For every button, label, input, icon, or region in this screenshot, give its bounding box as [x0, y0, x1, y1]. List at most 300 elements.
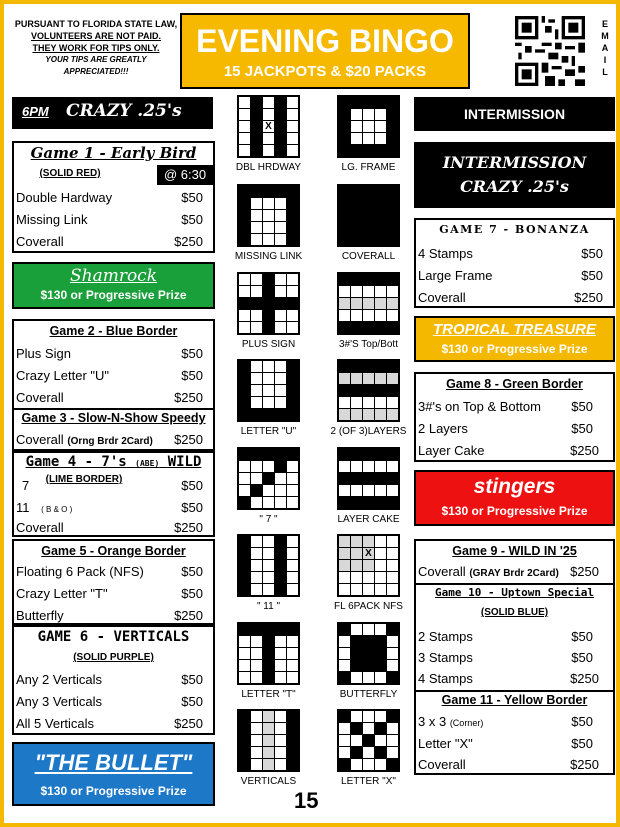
pattern-cell	[351, 624, 362, 635]
pattern-cell	[363, 759, 374, 770]
pattern-cell	[339, 648, 350, 659]
pattern-cell	[339, 121, 350, 132]
pattern-cell	[351, 548, 362, 559]
pattern-label: 2 (OF 3)LAYERS	[330, 426, 407, 437]
pattern-cell	[351, 133, 362, 144]
pattern-cell	[387, 397, 398, 408]
pattern-cell	[339, 636, 350, 647]
pattern-cell	[351, 222, 362, 233]
pattern-cell	[263, 449, 274, 460]
email-label	[598, 18, 612, 78]
pattern-cell	[363, 624, 374, 635]
pattern-cell	[375, 648, 386, 659]
pattern-cell	[339, 397, 350, 408]
pattern-label: COVERALL	[341, 251, 396, 262]
pattern-cell	[263, 210, 274, 221]
pattern-cell	[287, 648, 298, 659]
pattern-cell	[287, 322, 298, 333]
pattern-cell	[239, 145, 250, 156]
game-title: GAME 7 - BONANZA	[439, 223, 590, 236]
games-9-11-box	[414, 539, 615, 775]
email-letter: E	[601, 19, 608, 29]
bullet-banner	[12, 742, 215, 806]
game-row: 7 $50	[22, 478, 203, 493]
pattern-cell	[339, 473, 350, 484]
game-title: Game 1 - Early Bird	[30, 144, 197, 162]
pattern-cell	[263, 723, 274, 734]
game-row: Letter "X" $50	[418, 736, 593, 751]
pattern-cell	[339, 310, 350, 321]
pattern-cell	[263, 397, 274, 408]
pattern-cell	[239, 234, 250, 245]
pattern-cell	[375, 548, 386, 559]
pattern-cell	[387, 373, 398, 384]
game-row: 3#'s on Top & Bottom $50	[418, 399, 593, 414]
pattern-cell	[263, 186, 274, 197]
pattern-cell	[375, 198, 386, 209]
intermission-title: INTERMISSION	[442, 153, 587, 172]
pattern-cell	[375, 449, 386, 460]
pattern-card-letter-x	[337, 709, 400, 787]
pattern-cell	[375, 473, 386, 484]
pattern-cell	[287, 723, 298, 734]
pattern-cell	[339, 536, 350, 547]
pattern-cell	[287, 373, 298, 384]
pattern-cell	[251, 145, 262, 156]
pattern-cell	[387, 624, 398, 635]
pattern-cell	[263, 759, 274, 770]
pattern-cell	[339, 584, 350, 595]
game-row: 11 ( B & O ) $50	[16, 500, 203, 515]
pattern-cell	[339, 286, 350, 297]
pattern-cell	[275, 109, 286, 120]
game-title: Game 8 - Green Border	[446, 377, 583, 391]
game-row: 3 Stamps $50	[418, 650, 593, 665]
pattern-cell	[363, 133, 374, 144]
game-row: Crazy Letter "U" $50	[16, 368, 203, 383]
pattern-cell	[287, 572, 298, 583]
pattern-cell	[263, 322, 274, 333]
pattern-cell	[239, 572, 250, 583]
pattern-cell	[263, 584, 274, 595]
game-row: Floating 6 Pack (NFS) $50	[16, 564, 203, 579]
pattern-cell	[239, 473, 250, 484]
banner-prize: $130 or Progressive Prize	[441, 342, 588, 356]
email-letter: I	[603, 55, 607, 65]
pattern-cell	[287, 310, 298, 321]
pattern-cell	[251, 747, 262, 758]
pattern-card-lg-frame	[337, 95, 400, 173]
pattern-cell	[375, 584, 386, 595]
center-mark: X	[263, 121, 274, 132]
pattern-cell	[251, 373, 262, 384]
banner-title: stingers	[473, 475, 556, 498]
pattern-cell	[375, 210, 386, 221]
pattern-cell	[287, 485, 298, 496]
pattern-cell	[351, 145, 362, 156]
pattern-cell	[387, 97, 398, 108]
pattern-cell	[287, 473, 298, 484]
pattern-cell	[251, 735, 262, 746]
pattern-cell	[287, 274, 298, 285]
pattern-cell	[387, 121, 398, 132]
pattern-cell	[263, 274, 274, 285]
pattern-cell	[239, 298, 250, 309]
pattern-cell	[387, 660, 398, 671]
pattern-cell	[263, 735, 274, 746]
pattern-cell	[387, 274, 398, 285]
pattern-cell	[287, 121, 298, 132]
game-7-box	[414, 218, 615, 308]
pattern-cell	[275, 397, 286, 408]
intermission-subtitle: CRAZY .25's	[460, 177, 569, 196]
pattern-cell	[351, 97, 362, 108]
pattern-cell	[387, 210, 398, 221]
pattern-cell	[263, 409, 274, 420]
pattern-cell	[339, 186, 350, 197]
pattern-cell	[351, 373, 362, 384]
pattern-cell	[251, 210, 262, 221]
pattern-cell	[387, 648, 398, 659]
game-row: Coverall (Orng Brdr 2Card) $250	[16, 432, 203, 447]
pattern-cell	[351, 385, 362, 396]
pattern-cell	[351, 672, 362, 683]
pattern-cell	[287, 536, 298, 547]
pattern-cell	[287, 210, 298, 221]
pattern-cell	[263, 536, 274, 547]
pattern-cell	[239, 109, 250, 120]
pattern-cell	[251, 461, 262, 472]
pattern-cell	[375, 461, 386, 472]
pattern-cell	[287, 672, 298, 683]
pattern-cell	[339, 133, 350, 144]
game-subtitle: (LIME BORDER)	[45, 474, 123, 485]
pattern-cell	[275, 584, 286, 595]
pattern-cell	[375, 409, 386, 420]
game-row: Double Hardway $50	[16, 190, 203, 205]
crazy-title: CRAZY .25's	[66, 101, 182, 121]
banner-title: "THE BULLET"	[34, 750, 193, 775]
title-banner	[180, 13, 470, 89]
pattern-cell	[387, 461, 398, 472]
pattern-cell	[363, 536, 374, 547]
pattern-cell	[375, 711, 386, 722]
pattern-cell	[351, 711, 362, 722]
pattern-cell	[275, 210, 286, 221]
pattern-cell	[251, 624, 262, 635]
game-time-badge: @ 6:30	[157, 165, 213, 185]
pattern-cell	[239, 660, 250, 671]
game-row: Large Frame $50	[418, 268, 603, 283]
game-title: Game 3 - Slow-N-Show Speedy	[21, 411, 206, 425]
pattern-cell	[363, 723, 374, 734]
center-mark: X	[363, 548, 374, 559]
pattern-cell	[287, 145, 298, 156]
pattern-cell	[251, 473, 262, 484]
pattern-cell	[287, 361, 298, 372]
pattern-cell	[339, 735, 350, 746]
pattern-cell	[387, 133, 398, 144]
pattern-card-letter-u	[237, 359, 300, 437]
pattern-cell	[239, 536, 250, 547]
pattern-cell	[375, 322, 386, 333]
pattern-cell	[339, 759, 350, 770]
pattern-cell	[375, 186, 386, 197]
pattern-cell	[363, 385, 374, 396]
pattern-cell	[363, 310, 374, 321]
pattern-card-seven	[237, 447, 300, 525]
pattern-cell	[375, 572, 386, 583]
pattern-cell	[275, 310, 286, 321]
pattern-cell	[387, 186, 398, 197]
pattern-cell	[275, 145, 286, 156]
pattern-cell	[363, 449, 374, 460]
pattern-cell	[387, 672, 398, 683]
pattern-cell	[239, 711, 250, 722]
game-subtitle: (SOLID PURPLE)	[73, 652, 154, 663]
pattern-cell	[339, 361, 350, 372]
email-letter: A	[601, 43, 609, 53]
legal-line: APPRECIATED!!!	[63, 67, 129, 76]
pattern-cell	[363, 186, 374, 197]
pattern-cell	[287, 735, 298, 746]
pattern-label: " 11 "	[256, 601, 281, 612]
pattern-cell	[351, 759, 362, 770]
game-8-box	[414, 372, 615, 462]
pattern-cell	[363, 397, 374, 408]
game-title: Game 4 - 7's	[25, 454, 127, 470]
pattern-cell	[363, 210, 374, 221]
pattern-cell	[339, 145, 350, 156]
pattern-cell	[251, 274, 262, 285]
game-row: Butterfly $250	[16, 608, 203, 623]
pattern-cell	[387, 636, 398, 647]
pattern-cell	[351, 648, 362, 659]
pattern-cell	[339, 672, 350, 683]
pattern-cell	[263, 473, 274, 484]
pattern-cell	[263, 385, 274, 396]
pattern-cell	[339, 198, 350, 209]
pattern-cell	[251, 548, 262, 559]
pattern-cell	[263, 97, 274, 108]
pattern-cell	[351, 298, 362, 309]
pattern-cell	[251, 298, 262, 309]
pattern-cell	[263, 310, 274, 321]
pattern-cell	[239, 322, 250, 333]
game-title: Game 9 - WILD IN '25	[452, 544, 577, 558]
game-title: GAME 6 - VERTICALS	[37, 629, 190, 645]
pattern-cell	[351, 121, 362, 132]
pattern-cell	[375, 310, 386, 321]
game-row: Coverall $250	[16, 390, 203, 405]
pattern-cell	[351, 636, 362, 647]
pattern-cell	[387, 298, 398, 309]
pattern-cell	[275, 672, 286, 683]
pattern-cell	[251, 759, 262, 770]
pattern-cell	[275, 723, 286, 734]
game-row: Coverall $250	[418, 757, 599, 772]
pattern-cell	[375, 397, 386, 408]
pattern-cell	[375, 624, 386, 635]
pattern-cell	[275, 298, 286, 309]
qr-code-icon[interactable]	[514, 16, 586, 86]
pattern-cell	[263, 672, 274, 683]
pattern-cell	[375, 298, 386, 309]
pattern-cell	[387, 497, 398, 508]
pattern-card-two-of-three-layers	[330, 359, 407, 437]
pattern-label: " 7 "	[259, 514, 278, 525]
email-letter: L	[602, 67, 608, 77]
pattern-cell	[287, 198, 298, 209]
pattern-cell	[239, 548, 250, 559]
pattern-cell	[351, 485, 362, 496]
pattern-cell	[363, 473, 374, 484]
pattern-cell	[363, 198, 374, 209]
pattern-cell	[251, 397, 262, 408]
pattern-cell	[339, 548, 350, 559]
pattern-cell	[251, 109, 262, 120]
pattern-cell	[263, 624, 274, 635]
pattern-cell	[287, 298, 298, 309]
pattern-cell	[239, 636, 250, 647]
pattern-card-coverall	[337, 184, 400, 262]
game-row: Layer Cake $250	[418, 443, 599, 458]
game-row: All 5 Verticals $250	[16, 716, 203, 731]
pattern-cell	[351, 461, 362, 472]
pattern-cell	[239, 672, 250, 683]
pattern-cell	[239, 735, 250, 746]
pattern-cell	[375, 109, 386, 120]
game-row: 2 Layers $50	[418, 421, 593, 436]
pattern-cell	[263, 298, 274, 309]
pattern-cell	[363, 672, 374, 683]
pattern-cell	[339, 385, 350, 396]
pattern-cell	[263, 747, 274, 758]
pattern-cell	[251, 286, 262, 297]
pattern-cell	[251, 449, 262, 460]
pattern-cell	[239, 373, 250, 384]
pattern-cell	[363, 274, 374, 285]
pattern-cell	[351, 274, 362, 285]
pattern-cell	[275, 409, 286, 420]
pattern-cell	[351, 660, 362, 671]
pattern-cell	[387, 198, 398, 209]
divider	[416, 583, 613, 585]
game-subtitle: (SOLID RED)	[39, 168, 101, 179]
pattern-cell	[287, 747, 298, 758]
pattern-cell	[351, 210, 362, 221]
pattern-cell	[251, 536, 262, 547]
pattern-card-missing-link	[234, 184, 303, 262]
pattern-cell	[387, 361, 398, 372]
pattern-cell	[363, 461, 374, 472]
pattern-cell	[363, 97, 374, 108]
pattern-cell	[387, 234, 398, 245]
legal-line: PURSUANT TO FLORIDA STATE LAW,	[14, 19, 178, 29]
game-row: Coverall $250	[418, 290, 603, 305]
pattern-cell	[387, 711, 398, 722]
pattern-cell	[239, 274, 250, 285]
pattern-cell	[239, 210, 250, 221]
pattern-label: LETTER "X"	[341, 776, 396, 787]
game-title: Game 11 - Yellow Border	[441, 693, 588, 707]
pattern-cell	[251, 97, 262, 108]
pattern-label: LETTER "T"	[241, 689, 296, 700]
pattern-cell	[375, 485, 386, 496]
pattern-cell	[263, 198, 274, 209]
pattern-cell	[275, 473, 286, 484]
game-2-box	[12, 319, 215, 451]
pattern-cell	[351, 409, 362, 420]
pattern-cell	[375, 385, 386, 396]
pattern-cell	[387, 286, 398, 297]
pattern-cell	[363, 222, 374, 233]
pattern-cell	[375, 660, 386, 671]
pattern-cell	[375, 497, 386, 508]
pattern-cell	[239, 198, 250, 209]
game-row: Any 3 Verticals $50	[16, 694, 203, 709]
pattern-cell	[239, 121, 250, 132]
pattern-cell	[351, 473, 362, 484]
pattern-card-layer-cake	[337, 447, 400, 525]
banner-title: Shamrock	[69, 266, 158, 286]
pattern-cell	[375, 560, 386, 571]
pattern-cell	[363, 361, 374, 372]
pattern-cell	[239, 584, 250, 595]
game-1-box	[12, 141, 215, 253]
pattern-cell	[251, 711, 262, 722]
pattern-cell	[351, 310, 362, 321]
pattern-cell	[375, 373, 386, 384]
pattern-cell	[239, 723, 250, 734]
pattern-cell	[375, 234, 386, 245]
pattern-cell	[263, 373, 274, 384]
pattern-cell	[339, 711, 350, 722]
pattern-cell	[363, 322, 374, 333]
pattern-cell	[363, 584, 374, 595]
game-row: 3 x 3 (Corner) $50	[418, 714, 593, 729]
pattern-cell	[251, 648, 262, 659]
pattern-cell	[351, 361, 362, 372]
pattern-cell	[287, 409, 298, 420]
pattern-cell	[339, 723, 350, 734]
pattern-cell	[239, 186, 250, 197]
pattern-cell	[287, 449, 298, 460]
pattern-cell	[339, 497, 350, 508]
pattern-cell	[375, 97, 386, 108]
pattern-cell	[287, 461, 298, 472]
pattern-cell	[363, 145, 374, 156]
pattern-cell	[387, 449, 398, 460]
pattern-cell	[275, 747, 286, 758]
pattern-cell	[363, 109, 374, 120]
pattern-cell	[375, 145, 386, 156]
pattern-cell	[287, 385, 298, 396]
pattern-cell	[375, 723, 386, 734]
shamrock-banner	[12, 262, 215, 309]
pattern-cell	[375, 222, 386, 233]
pattern-cell	[339, 572, 350, 583]
pattern-cell	[239, 409, 250, 420]
pattern-cell	[363, 121, 374, 132]
pattern-cell	[339, 210, 350, 221]
pattern-card-dbl-hardway	[235, 95, 302, 173]
pattern-cell	[275, 711, 286, 722]
pattern-cell	[251, 385, 262, 396]
pattern-cell	[351, 735, 362, 746]
pattern-cell	[375, 286, 386, 297]
pattern-cell	[239, 133, 250, 144]
